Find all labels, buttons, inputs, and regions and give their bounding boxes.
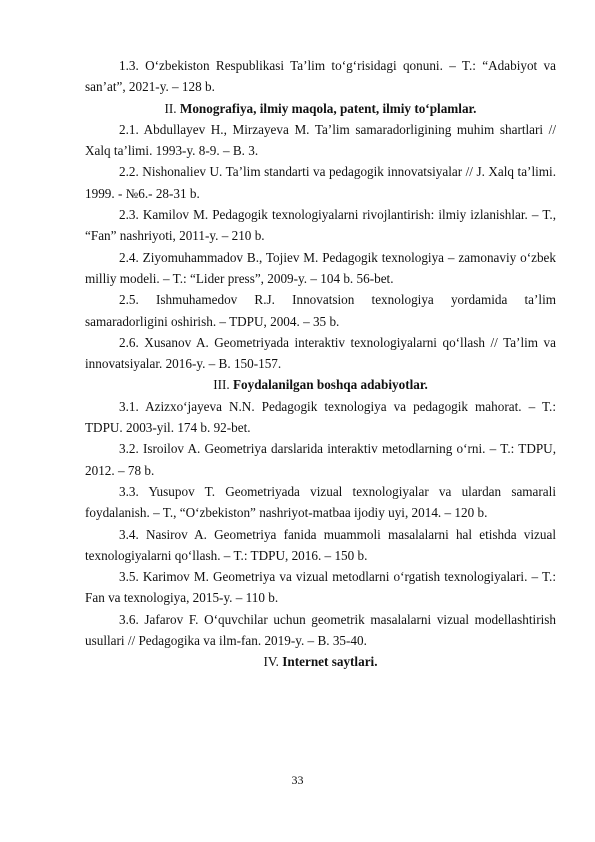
- section-number: III.: [213, 377, 230, 393]
- section-heading-iv: [85, 651, 556, 672]
- page-number: 33: [291, 773, 304, 787]
- section-number: II.: [164, 100, 177, 116]
- section-heading-iii: [85, 374, 556, 395]
- section-title: Monografiya, ilmiy maqola, patent, ilmiy to‘plamlar.: [179, 100, 477, 116]
- section-number: IV.: [263, 654, 279, 670]
- reference-3-6: 3.6. Jafarov F. O‘quvchilar uchun geometrik masalalarni vizual modellashtirish usullari // Pedagogika va ilm-fan. 2019-y. – B. 35-40.: [85, 611, 556, 649]
- reference-3-3: 3.3. Yusupov T. Geometriyada vizual texnologiyalar va ulardan samarali foydalanish. – T., “O‘zbekiston” nashriyot-matbaa ijodiy uyi, 2014. – 120 b.: [85, 483, 556, 521]
- reference-2-5: 2.5. Ishmuhamedov R.J. Innovatsion texnologiya yordamida ta’lim samaradorligini oshirish. – TDPU, 2004. – 35 b.: [85, 292, 556, 329]
- section-title: Internet saytlari.: [282, 654, 378, 670]
- reference-2-1: 2.1. Abdullayev H., Mirzayeva M. Ta’lim samaradorligining muhim shartlari // Xalq ta’limi. 1993-y. 8-9. – B. 3.: [85, 121, 556, 159]
- bibliography-page: [85, 55, 556, 673]
- reference-3-1: 3.1. Azizxo‘jayeva N.N. Pedagogik texnologiya va pedagogik mahorat. – T.: TDPU. 2003-yil. 174 b. 92-bet.: [85, 398, 556, 436]
- reference-2-4: 2.4. Ziyomuhammadov B., Tojiev M. Pedagogik texnologiya – zamonaviy o‘zbek milliy modeli. – T.: “Lider press”, 2009-y. – 104 b. 56-bet.: [85, 249, 556, 286]
- reference-2-6: 2.6. Xusanov A. Geometriyada interaktiv texnologiyalarni qo‘llash // Ta’lim va innovatsiyalar. 2016-y. – B. 150-157.: [85, 334, 556, 372]
- section-heading-ii: [85, 98, 556, 119]
- reference-2-3: 2.3. Kamilov M. Pedagogik texnologiyalarni rivojlantirish: ilmiy izlanishlar. – T., “Fan” nashriyoti, 2011-y. – 210 b.: [85, 207, 556, 244]
- reference-3-5: 3.5. Karimov M. Geometriya va vizual metodlarni o‘rgatish texnologiyalari. – T.: Fan va texnologiya, 2015-y. – 110 b.: [85, 569, 556, 606]
- reference-1-3: 1.3. O‘zbekiston Respublikasi Ta’lim to‘g‘risidagi qonuni. – T.: “Adabiyot va san’at”, 2021-y. – 128 b.: [85, 58, 556, 95]
- reference-2-2: 2.2. Nishonaliev U. Ta’lim standarti va pedagogik innovatsiyalar // J. Xalq ta’limi. 1999. - №6.- 28-31 b.: [85, 164, 556, 201]
- reference-3-4: 3.4. Nasirov A. Geometriya fanida muammoli masalalarni hal etishda vizual texnologiyalarni qo‘llash. – T.: TDPU, 2016. – 150 b.: [85, 526, 556, 563]
- section-title: Foydalanilgan boshqa adabiyotlar.: [232, 377, 428, 393]
- reference-3-2: 3.2. Isroilov A. Geometriya darslarida interaktiv metodlarning o‘rni. – T.: TDPU, 2012. – 78 b.: [85, 441, 556, 478]
